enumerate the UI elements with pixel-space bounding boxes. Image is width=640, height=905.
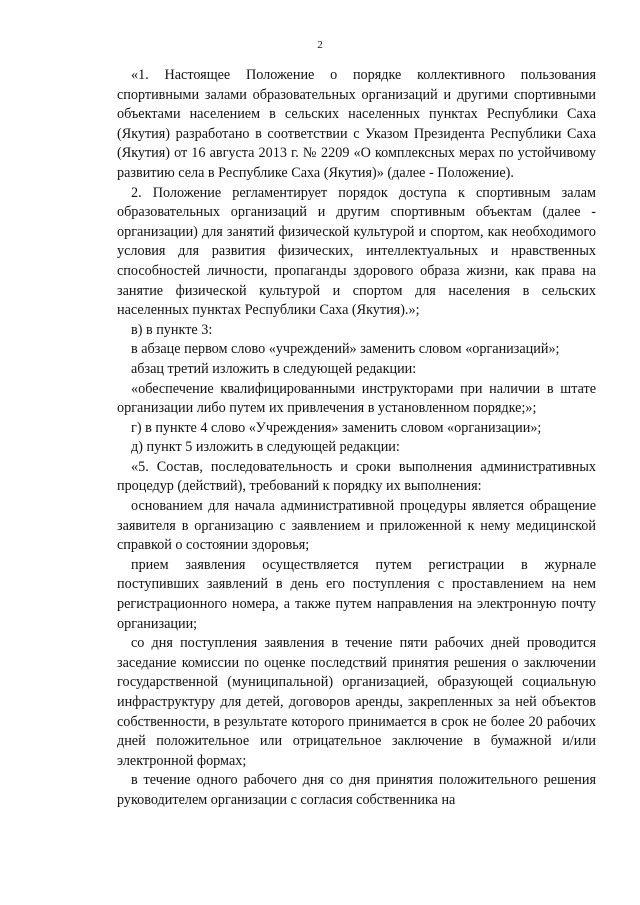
paragraph-clause-1: «1. Настоящее Положение о порядке коллективного пользования спортивными залами образовательных организаций и другими спортивными объектами населением в сельских населенных пунктах Республики Саха (Якутия) разработано в соответствии с Указом Президента Республики Саха (Якутия) от 16 августа 2013 г. № 2209 «О комплексных мерах по устойчивому развитию села в Республике Саха (Якутия)» (далее - Положение). [117,67,596,181]
paragraph-basis: основанием для начала административной процедуры является обращение заявителя в организацию с заявлением и приложенной к нему медицинской справкой о состоянии здоровья; [117,498,596,554]
paragraph-clause-2: 2. Положение регламентирует порядок доступа к спортивным залам образовательных организаций и другим спортивным объектам (далее - организации) для занятий физической культурой и спортом, как необходимого условия для развития физических, интеллектуальных и нравственных способностей личности, пропаганды здорового образа жизни, как права на занятие физической культурой и спортом для населения в сельских населенных пунктах Республики Саха (Якутия).»; [117,184,596,319]
paragraph-decision: в течение одного рабочего дня со дня принятия положительного решения руководителем организации с согласия собственника на [117,772,596,808]
paragraph-item-g: г) в пункте 4 слово «Учреждения» заменить словом «организации»; [131,419,542,436]
document-body [117,66,596,811]
paragraph-clause-5: «5. Состав, последовательность и сроки выполнения административных процедур (действий), требований к порядку их выполнения: [117,458,596,495]
paragraph-item-d: д) пункт 5 изложить в следующей редакции: [131,439,400,456]
paragraph-item-v: в) в пункте 3: [131,321,213,338]
paragraph-commission: со дня поступления заявления в течение пяти рабочих дней проводится заседание комиссии по оценке последствий принятия решения о заключении государственной (муниципальной) организацией, образующей социальную инфраструктуру для детей, договоров аренды, закрепленных за ней объектов собственности, в результате которого принимается в срок не более 20 рабочих дней положительное или отрицательное заключение в бумажной и/или электронной формах; [117,635,596,769]
paragraph-third-abzac: абзац третий изложить в следующей редакции: [131,360,417,377]
page-number: 2 [317,39,323,51]
paragraph-first-abzac: в абзаце первом слово «учреждений» заменить словом «организаций»; [131,341,560,358]
paragraph-reception: прием заявления осуществляется путем регистрации в журнале поступивших заявлений в день его поступления с проставлением на нем регистрационного номера, а также путем направления на электронную почту организации; [117,556,596,632]
paragraph-instructors: «обеспечение квалифицированными инструкторами при наличии в штате организации либо путем их привлечения в установленном порядке;»; [117,380,596,417]
